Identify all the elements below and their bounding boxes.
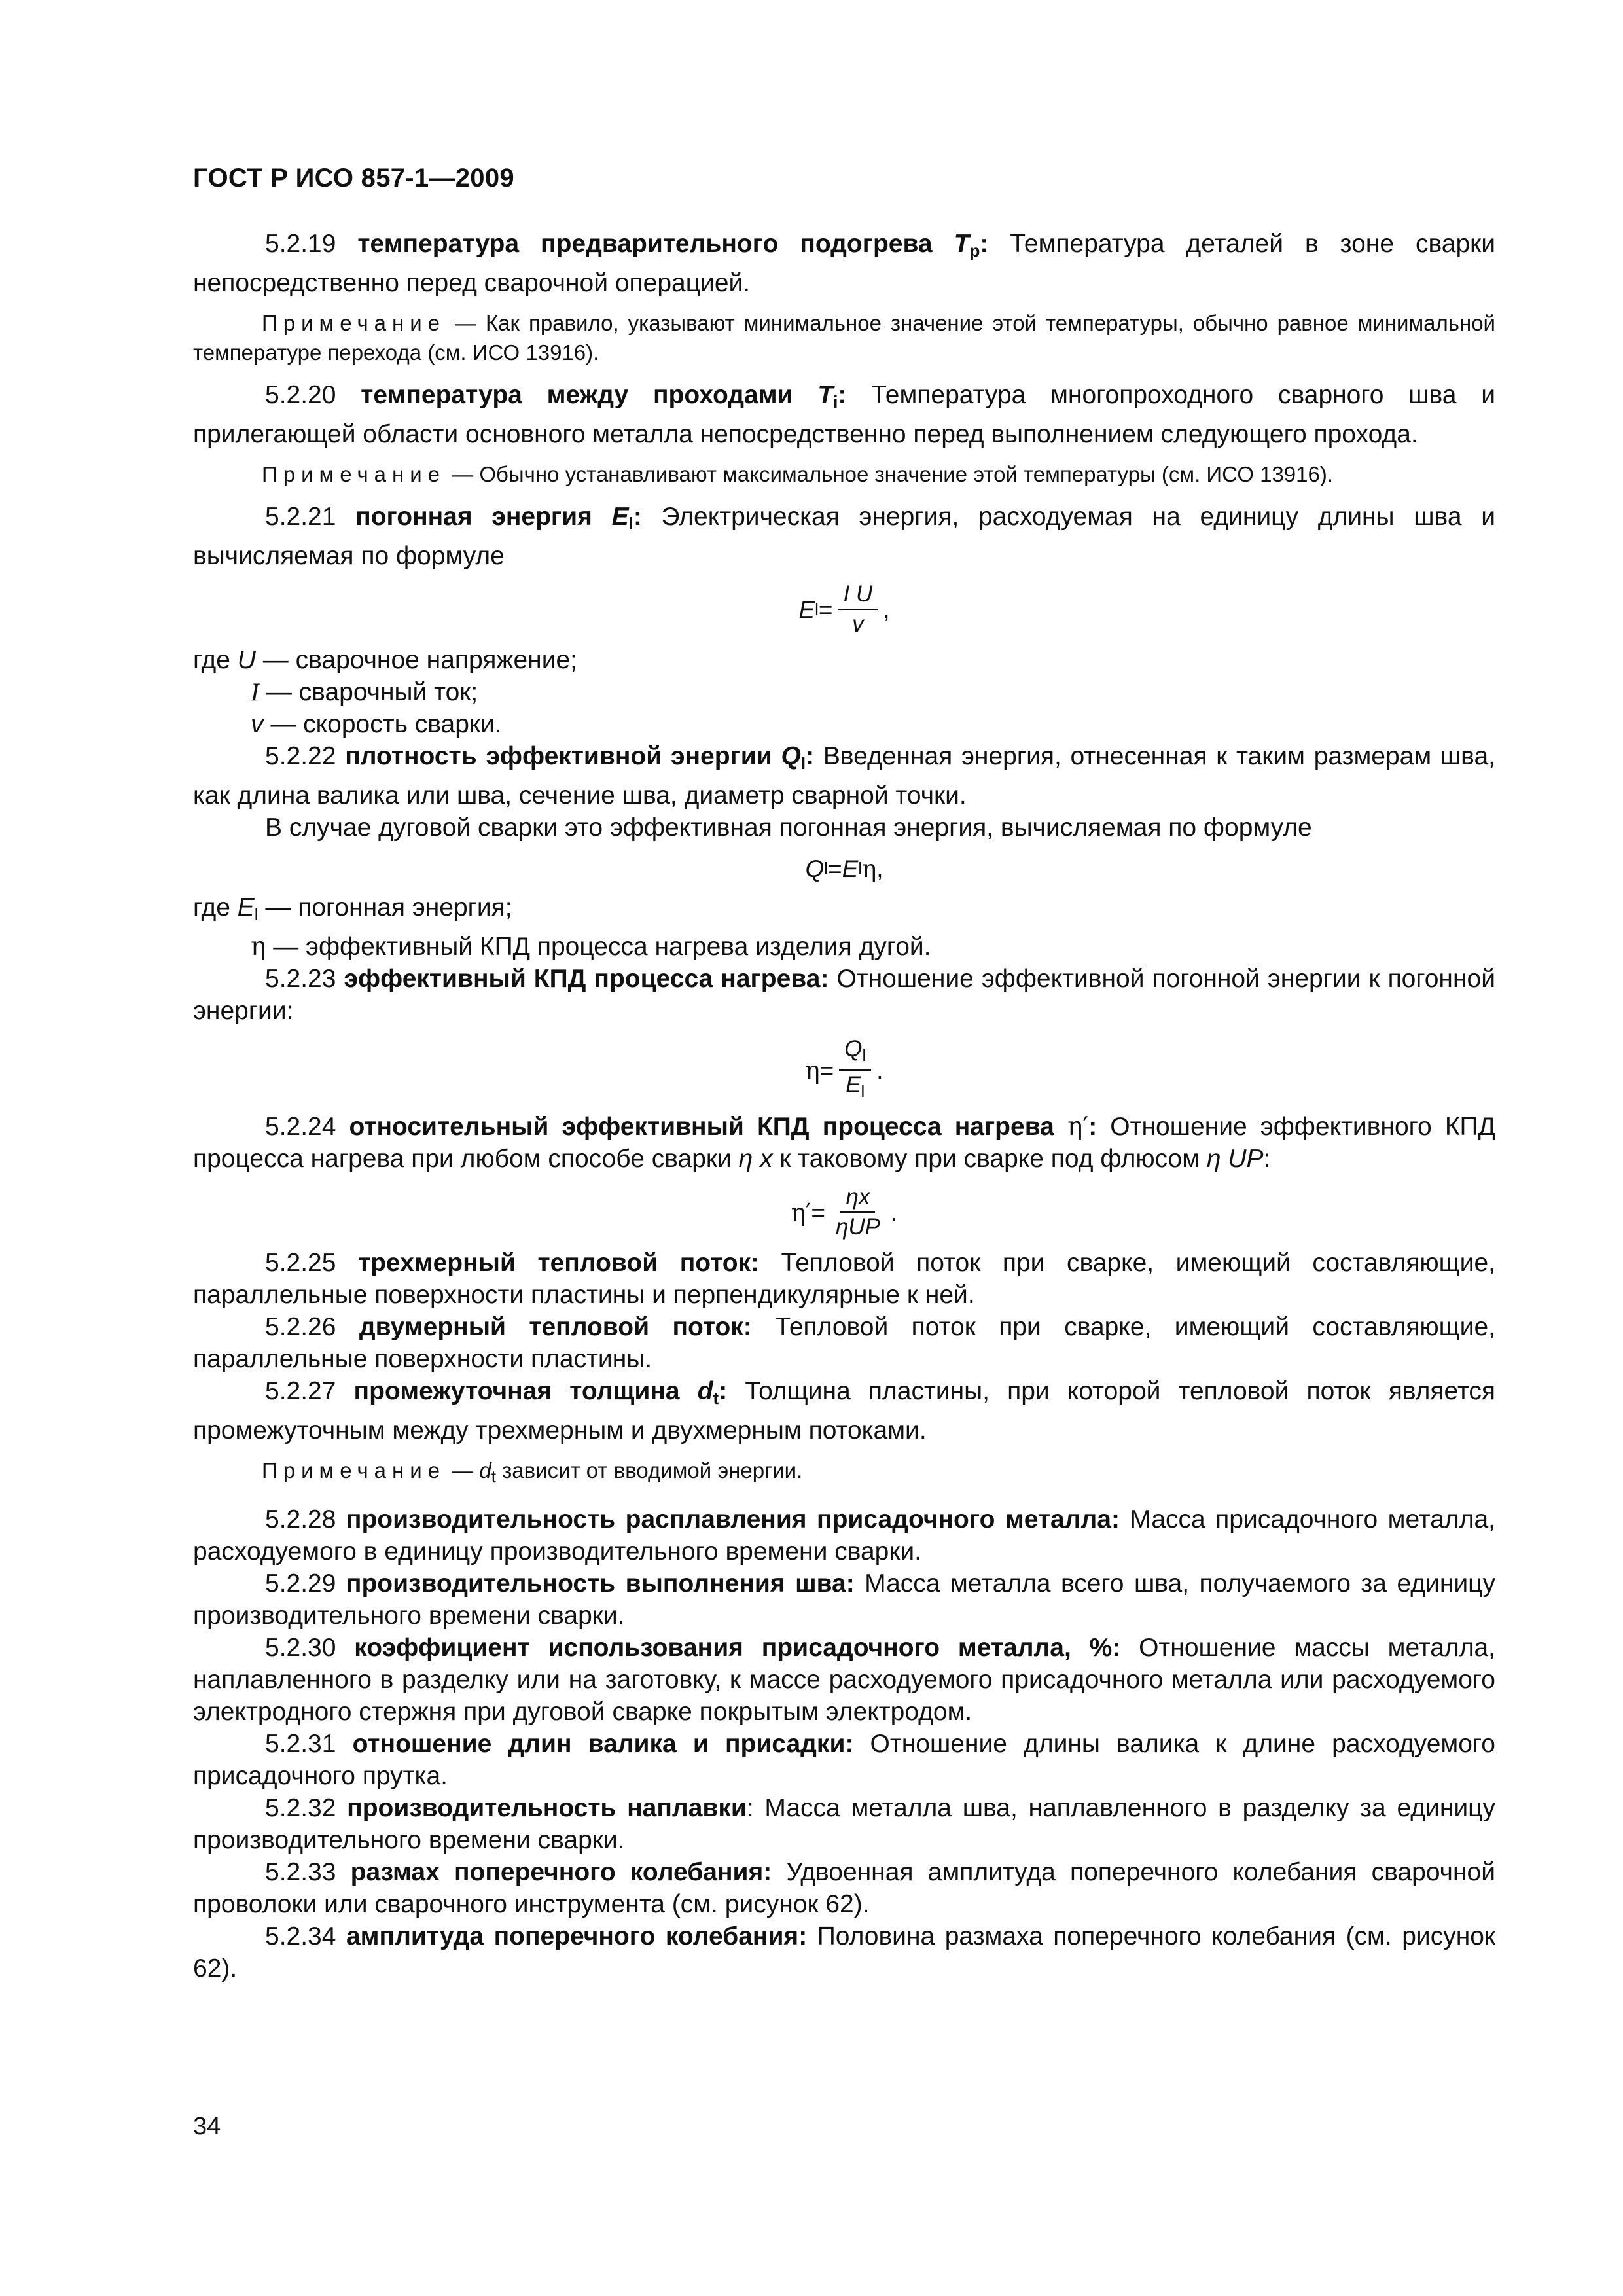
definition: Введенная энергия, отнесенная к таким размерам шва, как длина валика или шва, сечение шва, диаметр сварной точки. <box>193 742 1495 810</box>
clause-5-2-22: 5.2.22 плотность эффективной энергии $Q_l$: Введенная энергия, отнесенная к таким размерам шва, как длина валика или шва, сечение шва, диаметр сварной точки. <box>193 742 1495 810</box>
definition: Масса металла всего шва, получаемого за единицу производительного времени сварки. <box>193 1570 1496 1630</box>
definition: Отношение длины валика к длине расходуемого присадочного прутка. <box>193 1730 1495 1790</box>
formula-energy: E l = $\frac{\text{I U}}{v}$ , <box>798 581 890 637</box>
where-line: где U — сварочное напряжение; <box>193 646 578 674</box>
term: относительный эффективный КПД процесса нагрева <box>349 1113 1054 1141</box>
definition: : Масса металла шва, наплавленного в разделку за единицу производительного времени сварки. <box>193 1794 1496 1854</box>
note-2: Примечание — Обычно устанавливают максимальное значение этой температуры (см. ИСО 13916). <box>262 462 1333 486</box>
definition: Половина размаха поперечного колебания (см. рисунок 62). <box>193 1922 1495 1982</box>
definition: Тепловой поток при сварке, имеющий составляющие, параллельные поверхности пластины. <box>193 1313 1495 1373</box>
term: отношение длин валика и присадки: <box>352 1730 854 1758</box>
clause-5-2-31: 5.2.31 отношение длин валика и присадки: Отношение длины валика к длине расходуемого присадочного прутка. <box>193 1730 1495 1790</box>
formula-efficiency: η = $\frac{Q_l}{E_l}$ . <box>193 1036 1495 1104</box>
term: плотность эффективной энергии <box>345 742 772 770</box>
definition: Удвоенная амплитуда поперечного колебания сварочной проволоки или сварочного инструмента (см. рисунок 62). <box>193 1858 1495 1918</box>
definition: Отношение массы металла, наплавленного в разделку или на заготовку, к массе расходуемого присадочного металла или расходуемого электродного стержня при дуговой сварке покрытым электродом. <box>193 1634 1495 1726</box>
where-line: v — скорость сварки. <box>251 710 502 738</box>
term: производительность расплавления присадочного металла: <box>346 1505 1120 1534</box>
fraction: $\frac{\eta x}{\text{ηUP}}$ <box>835 1184 880 1240</box>
clause-5-2-25: 5.2.25 трехмерный тепловой поток: Тепловой поток при сварке, имеющий составляющие, параллельные поверхности пластины и перпендикулярные к ней. <box>193 1249 1495 1309</box>
definition: Электрическая энергия, расходуемая на единицу длины шва и вычисляемая по формуле <box>193 503 1495 570</box>
clause-5-2-21: 5.2.21 погонная энергия $E_l$: Электрическая энергия, расходуемая на единицу длины шва и вычисляемая по формуле <box>193 503 1495 570</box>
definition: Толщина пластины, при которой тепловой поток является промежуточным между трехмерным и двухмерным потоками. <box>193 1377 1495 1444</box>
term: производительность выполнения шва: <box>346 1570 855 1598</box>
definition: Отношение эффективного КПД процесса нагрева при любом способе сварки <box>193 1113 1495 1173</box>
term: размах поперечного колебания: <box>350 1858 772 1886</box>
clause-5-2-30: 5.2.30 коэффициент использования присадочного металла, %: Отношение массы металла, наплавленного в разделку или на заготовку, к массе расходуемого присадочного металла или расходуемого электродного стержня при дуговой сварке покрытым электродом. <box>193 1634 1495 1726</box>
clause-5-2-24: 5.2.24 относительный эффективный КПД процесса нагрева η′: Отношение эффективного КПД процесса нагрева при любом способе сварки η x к таковому при сварке под флюсом η UP: <box>193 1112 1495 1173</box>
clause-5-2-33: 5.2.33 размах поперечного колебания: Удвоенная амплитуда поперечного колебания сварочной проволоки или сварочного инструмента (см. рисунок 62). <box>193 1858 1495 1918</box>
note-3: Примечание — $d_t$ зависит от вводимой энергии. <box>262 1458 803 1486</box>
term: двумерный тепловой поток: <box>359 1313 752 1341</box>
term: амплитуда поперечного колебания: <box>346 1922 808 1950</box>
clause-5-2-29: 5.2.29 производительность выполнения шва: Масса металла всего шва, получаемого за единицу производительного времени сварки. <box>193 1570 1496 1630</box>
term: эффективный КПД процесса нагрева: <box>344 965 829 993</box>
term: температура между проходами <box>361 381 793 409</box>
term: производительность наплавки <box>347 1794 747 1822</box>
where-line: где $E_l$ — погонная энергия; <box>193 893 512 924</box>
clause-5-2-27: 5.2.27 промежуточная толщина $d_t$: Толщина пластины, при которой тепловой поток является промежуточным между трехмерным и двухмерным потоками. <box>193 1377 1495 1444</box>
term: промежуточная толщина <box>353 1377 680 1405</box>
document-body <box>193 228 1495 1984</box>
clause-5-2-20: 5.2.20 температура между проходами $T_i$: Температура многопроходного сварного шва и прилегающей области основного металла непосредственно перед выполнением следующего прохода. <box>193 381 1495 448</box>
clause-5-2-34: 5.2.34 амплитуда поперечного колебания: Половина размаха поперечного колебания (см. рисунок 62). <box>193 1922 1495 1982</box>
fraction: $\frac{\text{I U}}{v}$ <box>838 581 878 637</box>
term: коэффициент использования присадочного металла, %: <box>354 1634 1121 1662</box>
definition: Температура многопроходного сварного шва и прилегающей области основного металла непосредственно перед выполнением следующего прохода. <box>193 381 1495 448</box>
definition: Отношение эффективной погонной энергии к погонной энергии: <box>193 965 1495 1025</box>
where-line: I — сварочный ток; <box>251 678 478 706</box>
note-1: Примечание — Как правило, указывают минимальное значение этой температуры, обычно равное минимальной температуре перехода (см. ИСО 13916). <box>193 311 1495 365</box>
definition: Температура деталей в зоне сварки непосредственно перед сварочной операцией. <box>193 230 1495 297</box>
formula-relative-efficiency: η′ = $\frac{\eta x}{\text{ηUP}}$ . <box>791 1184 898 1240</box>
formula-density: Q l = E l η , <box>805 855 883 883</box>
term: температура предварительного подогрева <box>357 230 933 258</box>
term: трехмерный тепловой поток: <box>357 1249 760 1277</box>
definition: Масса присадочного металла, расходуемого в единицу производительного времени сварки. <box>193 1505 1495 1566</box>
term: погонная энергия <box>355 503 592 531</box>
clause-5-2-19: 5.2.19 температура предварительного подогрева $T_p$: Температура деталей в зоне сварки непосредственно перед сварочной операцией. <box>193 230 1495 297</box>
clause-5-2-28: 5.2.28 производительность расплавления присадочного металла: Масса присадочного металла, расходуемого в единицу производительного времени сварки. <box>193 1505 1495 1566</box>
document-header: ГОСТ Р ИСО 857-1—2009 <box>193 164 514 192</box>
clause-5-2-26: 5.2.26 двумерный тепловой поток: Тепловой поток при сварке, имеющий составляющие, параллельные поверхности пластины. <box>193 1313 1495 1373</box>
page-number: 34 <box>193 2113 221 2140</box>
clause-5-2-23: 5.2.23 эффективный КПД процесса нагрева: Отношение эффективной погонной энергии к погонной энергии: <box>193 965 1495 1025</box>
fraction: $\frac{Q_l}{E_l}$ <box>839 1036 871 1104</box>
clause-5-2-22-extra: В случае дуговой сварки это эффективная погонная энергия, вычисляемая по формуле <box>265 814 1312 842</box>
where-line: η — эффективный КПД процесса нагрева изделия дугой. <box>251 932 931 961</box>
clause-5-2-32: 5.2.32 производительность наплавки: Масса металла шва, наплавленного в разделку за единицу производительного времени сварки. <box>193 1794 1496 1854</box>
definition: Тепловой поток при сварке, имеющий составляющие, параллельные поверхности пластины и перпендикулярные к ней. <box>193 1249 1495 1309</box>
